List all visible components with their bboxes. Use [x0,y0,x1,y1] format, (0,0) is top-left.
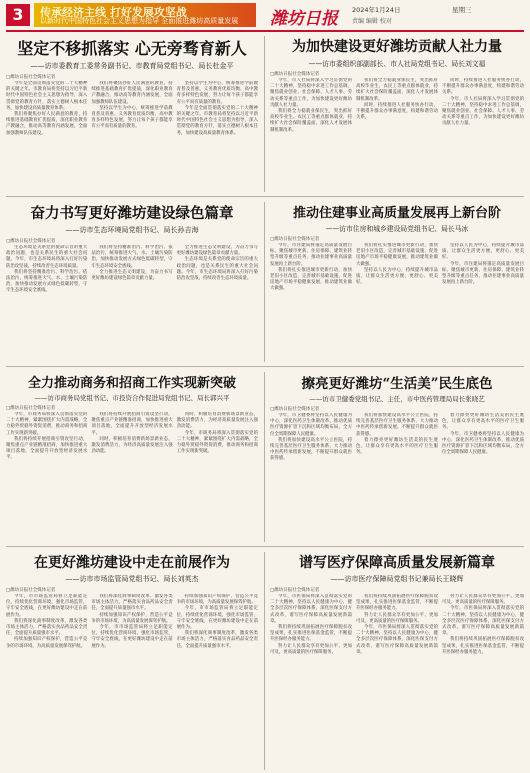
paragraph: 我们将持续巩固拓展医疗保障脱贫攻坚成果，扎实推进医保基金监管，不断提升医保经办服务能力。 [270,625,352,643]
paragraph: 今年，市商务局将深入贯彻落实党的二十大精神，紧紧围绕扩大内需战略，全力稳外贸稳外资促消费，推动商务和招商工作实现新突破。 [6,412,88,436]
body-column [91,81,172,137]
paragraph: 持续加强知识产权保护，营造公平竞争的市场环境，为高质量发展保驾护航。 [91,612,173,624]
article-title: 为加快建设更好潍坊贡献人社力量 [292,39,502,55]
body-column [270,78,352,134]
paragraph: 全力推进生态文明建设，为奋力书写更好潍坊建设绿色篇章贡献力量。 [91,269,173,282]
paragraph: 同时，持续推进人社服务快办行动，不断提升群众办事满意度，构建和谐劳动关系。 [442,78,524,96]
article-byline: □潍坊日报社全媒体记者 [270,407,320,412]
body-column [177,594,258,650]
paragraph: 今年，市卫健委将坚持以人民健康为中心，深化医药卫生体制改革，推动优质医疗资源扩容下沉和区域均衡布局，全方位全周期保障人民健康。 [270,413,352,437]
column-divider [264,372,265,542]
banner-sub-text: 以新时代中国特色社会主义思想为指导 全面推进潍坊高质量发展 [40,17,239,25]
body-column [442,243,524,293]
body-column [356,78,438,134]
body-column [6,594,87,650]
paragraph: 今年，市住建局将锚定高质量发展目标，聚焦城市更新、住房保障、建筑业转型升级等重点任务，推动住建事业高质量发展再上新台阶。 [442,261,524,286]
article-subtitle: ——访市医疗保障局党组书记兼局长王晓辉 [330,575,464,583]
paragraph: 坚持以人民为中心，持续提升城市品质，让群众生活更方便、更舒心、更美好。 [356,267,438,286]
body-column [6,412,87,462]
paragraph: 生态环境是关系党的使命宗旨的重大政治问题，也是关系民生的重大社会问题。今年，市生态环境局将深入打好污染防治攻坚战，持续改善生态环境质量。 [6,245,88,269]
paragraph: 我们将加快建设高水平公立医院，持续完善基层医疗卫生服务体系，大力推动中医药传承创新发展，不断提升群众就医获得感。 [356,413,438,437]
newspaper-masthead: 潍坊日报 [270,9,338,29]
paragraph: 我们将全力稳就业保民生，突出抓好高校毕业生、农民工等重点群体就业，持续扩大社会保险覆盖面，深化人才发展体制机制改革。 [270,109,352,133]
paragraph: 我们将扎实推进城市更新行动，加快老旧小区改造，完善城市基础设施，促进房地产市场平稳健康发展，推动建筑业做大做强。 [356,243,438,267]
article-education [6,36,258,192]
paragraph: 生态环境是关系党的使命宗旨的重大政治问题，也是关系民生的重大社会问题。今年，市生态环境局将深入打好污染防治攻坚战，持续改善生态环境质量。 [176,257,258,282]
body-column [91,245,172,295]
paragraph: 我们将持续开展招商引资攻坚行动，聚焦重点产业链精准招商，加快推进重大项目落地，全面提升开放型经济发展水平。 [6,436,88,461]
paragraph: 着力擦亮更好潍坊生活美的民生底色，让群众享有更高水平的医疗卫生服务。 [356,437,438,456]
paragraph: 我们将坚持精准治污、科学治污、依法治污，统筹推进大气、水、土壤污染防治，加快推动发展方式绿色低碳转型，守牢生态环境安全底线。 [91,245,173,269]
article-byline: □潍坊日报社全媒体记者 [270,72,320,77]
paragraph: 我们将深化商事制度改革，激发各类市场主体活力，严格落实食品药品安全责任，全面提升质量强市水平。 [91,594,173,612]
body-column [270,594,352,656]
paragraph: 同时，积极培育消费新场景新业态，激发消费活力，为经济高质量发展注入强劲动能。 [176,412,258,430]
body-column [356,594,438,656]
article-body [270,594,524,656]
article-title: 全力推动商务和招商工作实现新突破 [27,376,236,391]
body-column [270,413,352,463]
paragraph: 我们将持续巩固拓展医疗保障脱贫攻坚成果，扎实推进医保基金监管，不断提升医保经办服务能力。 [442,637,524,655]
paragraph: 坚持以学生为中心，统筹推进学前教育普及普惠、义务教育优质均衡、高中教育多样特色发展，努力让每个孩子都能享有公平而有质量的教育。 [176,81,258,105]
column-divider [264,552,265,770]
article-subtitle: ——访市市场监管局党组书记、局长刘英杰 [65,575,199,583]
article-body [6,245,258,295]
article-byline: □潍坊日报社全媒体记者 [270,237,320,242]
paragraph: 努力让人民群众享有更加公平、更加可及、更高质量的医疗保障服务。 [356,612,438,624]
paragraph: 着力擦亮更好潍坊生活美的民生底色，让群众享有更高水平的医疗卫生服务。 [442,413,524,431]
article-medical-insurance [270,552,524,770]
paragraph: 今年，市医保局将深入贯彻落实党的二十大精神，坚持以人民健康为中心，健全多层次医疗保障体系，深化医保支付方式改革，谱写医疗保障高质量发展新篇章。 [356,625,438,655]
column-divider [264,36,265,192]
body-column [177,81,258,137]
paragraph: 今年，市市场监管局将立足职能定位，持续优化营商环境，强化市场监管，守牢安全底线，在更好潍坊建设中走在前展作为。 [91,625,173,649]
paragraph: 今年，市医保局将深入贯彻落实党的二十大精神，坚持以人民健康为中心，健全多层次医疗保障体系，深化医保支付方式改革，谱写医疗保障高质量发展新篇章。 [270,594,352,624]
article-commerce [6,372,258,542]
body-column [177,412,258,462]
article-market-regulation [6,552,258,770]
paragraph: 今年，市市场监管局将立足职能定位，持续优化营商环境，强化市场监管，守牢安全底线，在更好潍坊建设中走在前展作为。 [6,594,88,618]
article-health [270,372,524,542]
paragraph: 我们将聚焦办好人民满意的教育，持续推进基础教育扩优提质，深化职业教育产教融合，推动高等教育内涵发展，全面加强教师队伍建设。 [6,112,88,136]
paragraph: 我们将全力稳就业保民生，突出抓好高校毕业生、农民工等重点群体就业，持续扩大社会保险覆盖面，深化人才发展体制机制改革。 [356,78,438,102]
row-divider [6,366,524,367]
article-subtitle: ——访市卫健委党组书记、主任，市中医药管理局局长张晓艺 [309,395,485,403]
body-column [270,243,352,293]
article-byline: □潍坊日报社全媒体记者 [6,239,56,244]
header-rule [6,30,524,32]
paragraph: 我们将加快建设高水平公立医院，持续完善基层医疗卫生服务体系，大力推动中医药传承创新发展，不断提升群众就医获得感。 [270,437,352,462]
article-body [6,594,258,650]
page-header [0,0,530,30]
article-byline: □潍坊日报社全媒体记者 [270,588,320,593]
paragraph: 今年是全面贯彻落实党的二十大精神的关键之年。市教育局将坚持以习近平新时代中国特色社会主义思想为指导，深入贯彻党的教育方针，落实立德树人根本任务，加快建设高质量教育体系。 [6,81,88,111]
paragraph: 今年，市市场监管局将立足职能定位，持续优化营商环境，强化市场监管，守牢安全底线，在更好潍坊建设中走在前展作为。 [176,606,258,631]
issue-date: 2024年1月24日 [352,6,401,14]
paragraph: 努力让人民群众享有更加公平、更加可及、更高质量的医疗保障服务。 [270,643,352,655]
body-column [356,413,438,463]
article-subtitle: ——访市委教育工委常务副书记、市教育局党组书记、局长杜金平 [30,62,234,70]
article-human-resources [270,36,524,192]
article-body [270,243,524,293]
paragraph: 持续加强知识产权保护，营造公平竞争的市场环境，为高质量发展保驾护航。 [176,594,258,606]
paragraph: 今年，市住建局将锚定高质量发展目标，聚焦城市更新、住房保障、建筑业转型升级等重点任务，推动住建事业高质量发展再上新台阶。 [270,243,352,267]
article-body [6,81,258,137]
paragraph: 我们将坚持精准治污、科学治污、依法治污，统筹推进大气、水、土壤污染防治，加快推动发展方式绿色低碳转型，守牢生态环境安全底线。 [6,269,88,294]
article-title: 坚定不移抓落实 心无旁骛育新人 [17,39,247,58]
article-body [270,78,524,134]
paragraph: 今年，市人社局将深入学习贯彻党的二十大精神，坚持稳中求进工作总基调，聚焦就业创业、社会保障、人才人事、劳动关系等重点工作，为加快建设更好潍坊贡献人社力量。 [442,96,524,127]
paragraph: 坚持以学生为中心，统筹推进学前教育普及普惠、义务教育优质均衡、高中教育多样特色发展，努力让每个孩子都能享有公平而有质量的教育。 [91,105,173,130]
article-body [6,412,258,462]
paragraph: 今年，市卫健委将坚持以人民健康为中心，深化医药卫生体制改革，推动优质医疗资源扩容下沉和区域均衡布局，全方位全周期保障人民健康。 [442,431,524,456]
row-divider [6,546,524,547]
paragraph: 坚持以人民为中心，持续提升城市品质，让群众生活更方便、更舒心、更美好。 [442,243,524,261]
article-subtitle: ——访市生态环境局党组书记、局长孙吉海 [65,226,199,234]
article-body [270,413,524,463]
body-column [442,78,524,134]
paragraph: 我们将聚焦办好人民满意的教育，持续推进基础教育扩优提质，深化职业教育产教融合，推动高等教育内涵发展，全面加强教师队伍建设。 [91,81,173,105]
article-title: 在更好潍坊建设中走在前展作为 [34,555,230,571]
body-column [177,245,258,295]
body-column [442,594,524,656]
body-column [91,594,172,650]
article-housing [270,202,524,362]
theme-banner [34,3,256,27]
paragraph: 全力推进生态文明建设，为奋力书写更好潍坊建设绿色篇章贡献力量。 [176,245,258,257]
paragraph: 我们将持续巩固拓展医疗保障脱贫攻坚成果，扎实推进医保基金监管，不断提升医保经办服务能力。 [356,594,438,612]
paragraph: 我们将深化商事制度改革，激发各类市场主体活力，严格落实食品药品安全责任，全面提升质量强市水平。 [6,618,88,637]
paragraph: 同时，积极培育消费新场景新业态，激发消费活力，为经济高质量发展注入强劲动能。 [91,436,173,455]
article-byline: □潍坊日报社全媒体记者 [6,75,56,80]
body-column [6,81,87,137]
body-column [91,412,172,462]
paragraph: 同时，持续推进人社服务快办行动，不断提升群众办事满意度，构建和谐劳动关系。 [356,102,438,121]
page-number: 3 [6,4,30,26]
article-ecology [6,202,258,362]
body-column [442,413,524,463]
column-divider [264,202,265,362]
article-subtitle: ——访市商务局党组书记、市投资合作促进局党组书记、局长郭兴平 [34,394,230,402]
paragraph: 持续加强知识产权保护，营造公平竞争的市场环境，为高质量发展保驾护航。 [6,637,88,649]
body-column [356,243,438,293]
article-byline: □潍坊日报社全媒体记者 [6,588,56,593]
article-title: 奋力书写更好潍坊建设绿色篇章 [30,205,234,222]
body-column [6,245,87,295]
article-title: 擦亮更好潍坊“生活美”民生底色 [301,376,493,392]
paragraph: 我们将深化商事制度改革，激发各类市场主体活力，严格落实食品药品安全责任，全面提升质量强市水平。 [176,631,258,649]
paragraph: 今年，市医保局将深入贯彻落实党的二十大精神，坚持以人民健康为中心，健全多层次医疗保障体系，深化医保支付方式改革，谱写医疗保障高质量发展新篇章。 [442,606,524,637]
article-subtitle: ——访市住房和城乡建设局党组书记、局长马冰 [325,225,469,233]
article-title: 推动住建事业高质量发展再上新台阶 [292,206,501,221]
article-byline: □潍坊日报社全媒体记者 [6,406,56,411]
paragraph: 我们将持续开展招商引资攻坚行动，聚焦重点产业链精准招商，加快推进重大项目落地，全面提升开放型经济发展水平。 [91,412,173,436]
paragraph: 我们将扎实推进城市更新行动，加快老旧小区改造，完善城市基础设施，促进房地产市场平稳健康发展，推动建筑业做大做强。 [270,267,352,292]
row-divider [6,196,524,197]
article-title: 谱写医疗保障高质量发展新篇章 [299,555,495,571]
paragraph: 努力让人民群众享有更加公平、更加可及、更高质量的医疗保障服务。 [442,594,524,606]
paragraph: 今年是全面贯彻落实党的二十大精神的关键之年。市教育局将坚持以习近平新时代中国特色社会主义思想为指导，深入贯彻党的教育方针，落实立德树人根本任务，加快建设高质量教育体系。 [176,105,258,136]
editor-line: 责编 编辑 校对 [352,18,392,25]
article-subtitle: ——访市委组织部副部长、市人社局党组书记、局长刘文福 [308,60,486,68]
banner-main-text: 传承经济主线 打好发展攻坚战 [40,6,187,19]
issue-weekday: 星期三 [452,6,472,14]
paragraph: 今年，市人社局将深入学习贯彻党的二十大精神，坚持稳中求进工作总基调，聚焦就业创业、社会保障、人才人事、劳动关系等重点工作，为加快建设更好潍坊贡献人社力量。 [270,78,352,108]
paragraph: 今年，市商务局将深入贯彻落实党的二十大精神，紧紧围绕扩大内需战略，全力稳外贸稳外资促消费，推动商务和招商工作实现新突破。 [176,430,258,455]
